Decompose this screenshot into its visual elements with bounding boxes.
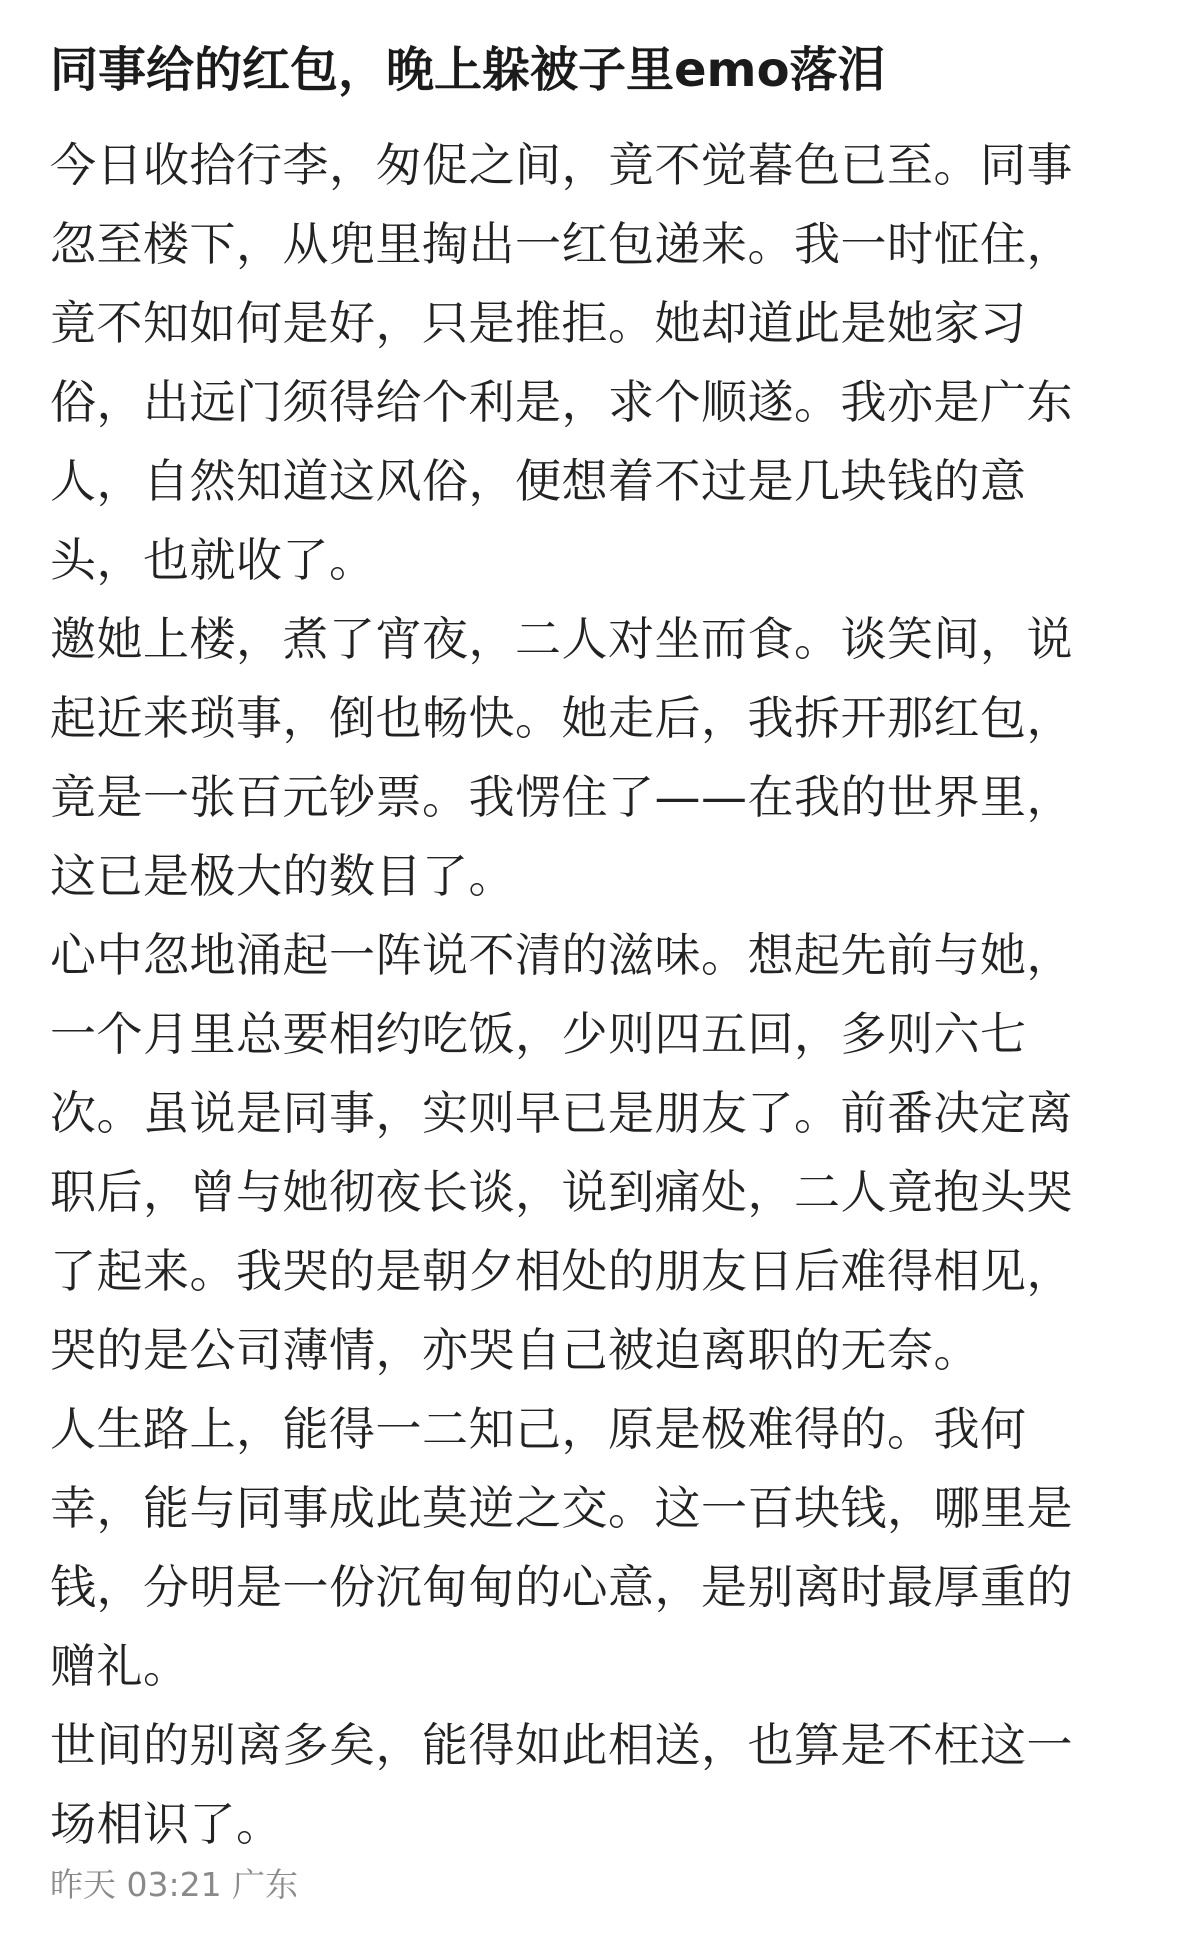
- paragraph-2: [50, 600, 1129, 916]
- text-line: 职后，曾与她彻夜长谈，说到痛处，二人竟抱头哭: [50, 1165, 1073, 1219]
- text-line: 幸，能与同事成此莫逆之交。这一百块钱，哪里是: [50, 1481, 1073, 1535]
- paragraph-1: [50, 126, 1129, 600]
- text-line: 了起来。我哭的是朝夕相处的朋友日后难得相见，: [50, 1244, 1073, 1298]
- text-line: 竟不知如何是好，只是推拒。她却道此是她家习: [50, 296, 1027, 350]
- post-location: 广东: [232, 1865, 299, 1904]
- text-line: 心中忽地涌起一阵说不清的滋味。想起先前与她，: [50, 928, 1073, 982]
- text-line: 起近来琐事，倒也畅快。她走后，我拆开那红包，: [50, 691, 1073, 745]
- text-line: 人，自然知道这风俗，便想着不过是几块钱的意: [50, 454, 1027, 508]
- text-line: 场相识了。: [50, 1797, 283, 1851]
- text-line: 哭的是公司薄情，亦哭自己被迫离职的无奈。: [50, 1323, 980, 1377]
- post-meta: [50, 1862, 298, 1908]
- paragraph-3: [50, 916, 1129, 1390]
- text-line: 钱，分明是一份沉甸甸的心意，是别离时最厚重的: [50, 1560, 1073, 1614]
- text-line: 忽至楼下，从兜里掏出一红包递来。我一时怔住，: [50, 217, 1073, 271]
- paragraph-4: [50, 1390, 1129, 1706]
- text-line: 邀她上楼，煮了宵夜，二人对坐而食。谈笑间，说: [50, 612, 1073, 666]
- text-line: 头，也就收了。: [50, 533, 376, 587]
- text-line: 俗，出远门须得给个利是，求个顺遂。我亦是广东: [50, 375, 1073, 429]
- post-container: [50, 30, 1129, 1864]
- text-line: 这已是极大的数目了。: [50, 849, 515, 903]
- post-title: 同事给的红包，晚上躲被子里emo落泪: [50, 42, 886, 98]
- post-body: [50, 126, 1129, 1864]
- text-line: 一个月里总要相约吃饭，少则四五回，多则六七: [50, 1007, 1027, 1061]
- text-line: 世间的别离多矣，能得如此相送，也算是不枉这一: [50, 1718, 1073, 1772]
- text-line: 人生路上，能得一二知己，原是极难得的。我何: [50, 1402, 1027, 1456]
- paragraph-5: [50, 1706, 1129, 1864]
- text-line: 赠礼。: [50, 1639, 190, 1693]
- text-line: 今日收拾行李，匆促之间，竟不觉暮色已至。同事: [50, 138, 1073, 192]
- post-timestamp: 昨天 03:21: [50, 1865, 222, 1904]
- text-line: 竟是一张百元钞票。我愣住了——在我的世界里，: [50, 770, 1073, 824]
- text-line: 次。虽说是同事，实则早已是朋友了。前番决定离: [50, 1086, 1073, 1140]
